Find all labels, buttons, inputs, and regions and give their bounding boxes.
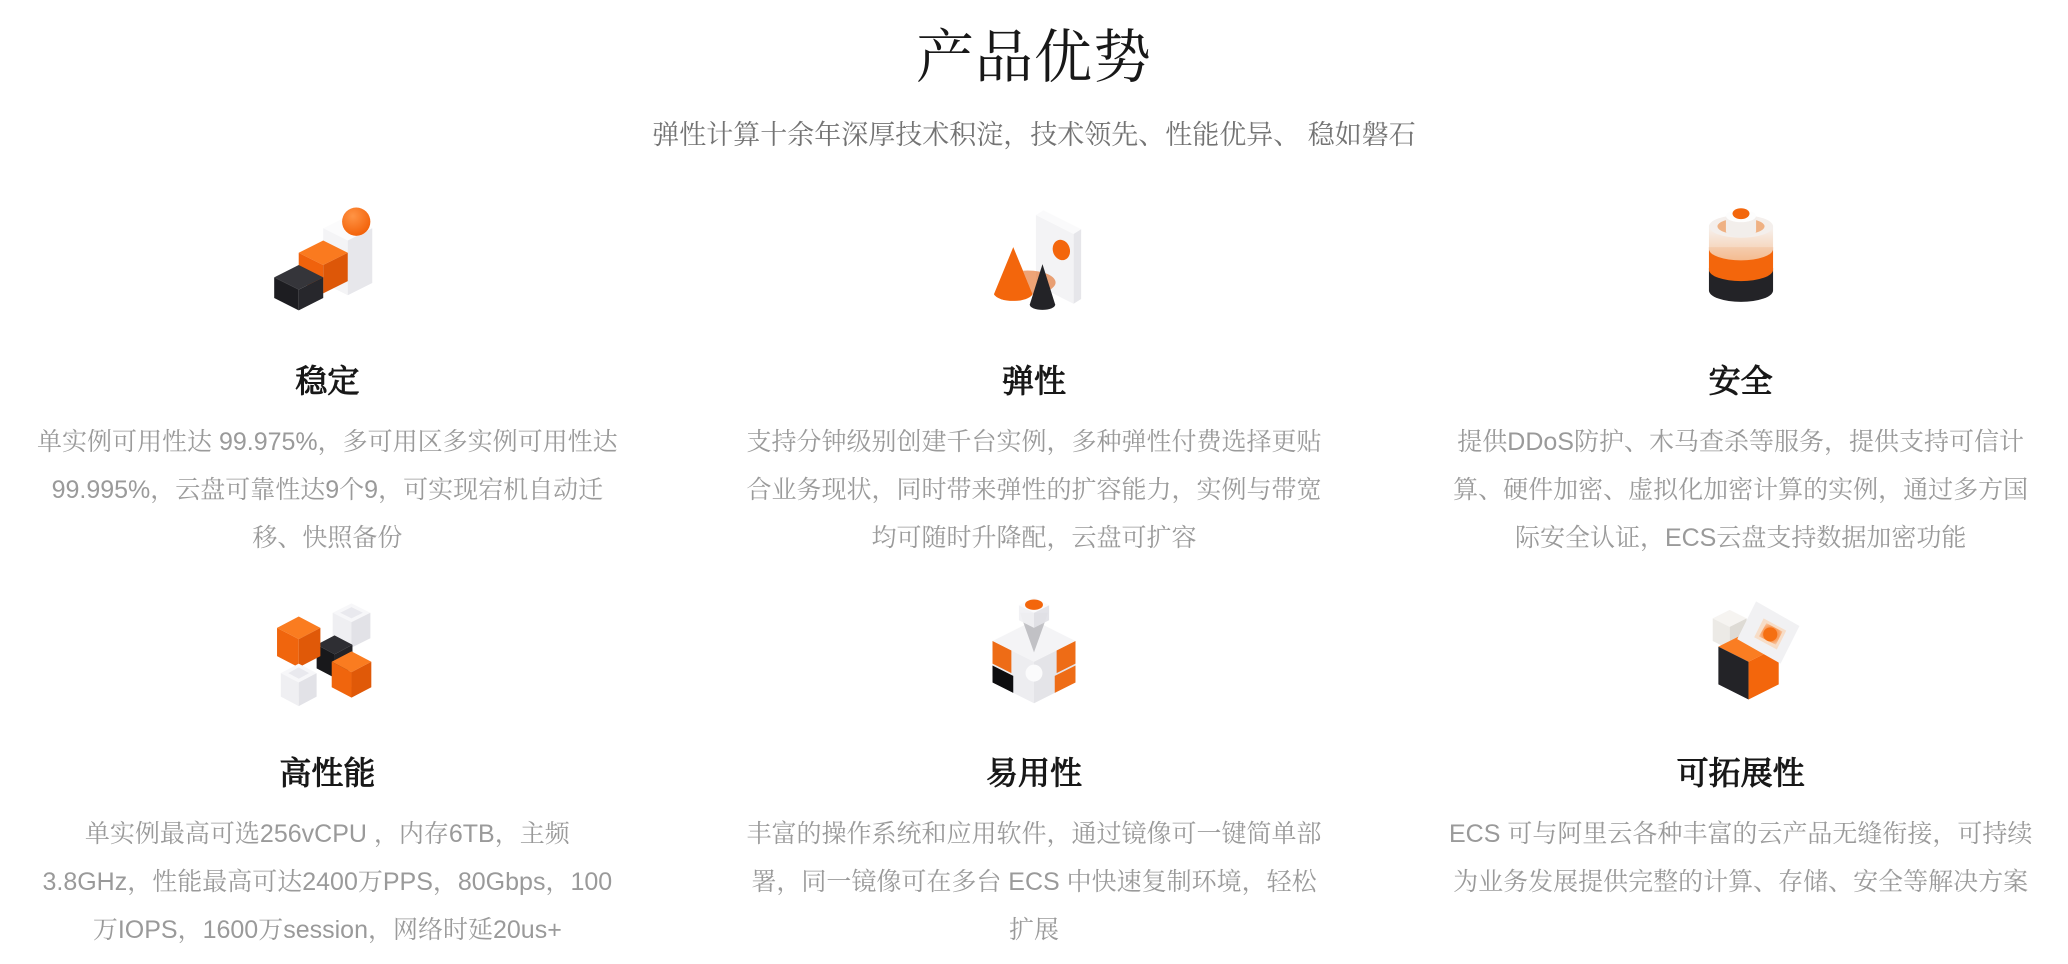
- feature-desc: 提供DDoS防护、木马查杀等服务，提供支持可信计算、硬件加密、虚拟化加密计算的实例，通过多方国际安全认证，ECS云盘支持数据加密功能: [1453, 428, 2029, 552]
- feature-title: 稳定: [295, 363, 360, 399]
- features-grid: [29, 200, 2039, 954]
- feature-desc: ECS 可与阿里云各种丰富的云产品无缝衔接，可持续为业务发展提供完整的计算、存储、安全等解决方案: [1448, 820, 2033, 896]
- page-title: 产品优势: [915, 25, 1152, 90]
- feature-title: 弹性: [1001, 363, 1066, 399]
- feature-desc: 单实例可用性达 99.975%，多可用区多实例可用性达 99.995%，云盘可靠性达9个9，可实现宕机自动迁移、快照备份: [37, 428, 618, 552]
- feature-desc: 丰富的操作系统和应用软件，通过镜像可一键简单部署，同一镜像可在多台 ECS 中快速复制环境，轻松扩展: [746, 820, 1322, 944]
- performance-3d-icon: [29, 592, 626, 724]
- feature-title: 易用性: [985, 755, 1082, 791]
- feature-card-usability: [736, 592, 1333, 954]
- feature-title: 安全: [1708, 363, 1773, 399]
- extensibility-card: [1442, 592, 2039, 954]
- feature-desc: 单实例最高可选256vCPU ，内存6TB，主频3.8GHz，性能最高可达2400万PPS，80Gbps，100万IOPS，1600万session，网络时延20us+: [42, 820, 613, 944]
- elasticity-3d-icon: [736, 200, 1333, 332]
- security-3d-icon: [1442, 200, 2039, 332]
- extensibility-3d-icon: [1442, 592, 2039, 724]
- feature-card-stability: [29, 200, 626, 562]
- feature-card-elasticity: [736, 200, 1333, 562]
- feature-card-security: [1442, 200, 2039, 562]
- usability-3d-icon: [736, 592, 1333, 724]
- stability-3d-icon: [29, 200, 626, 332]
- feature-card-performance: [29, 592, 626, 954]
- feature-title: 高性能: [279, 755, 376, 791]
- feature-title: 可拓展性: [1676, 755, 1805, 791]
- page-subtitle: 弹性计算十余年深厚技术积淀，技术领先、性能优异、 稳如磐石: [652, 120, 1416, 150]
- feature-desc: 支持分钟级别创建千台实例，多种弹性付费选择更贴合业务现状，同时带来弹性的扩容能力，实例与带宽均可随时升降配，云盘可扩容: [746, 428, 1322, 552]
- section-header: [0, 0, 2068, 152]
